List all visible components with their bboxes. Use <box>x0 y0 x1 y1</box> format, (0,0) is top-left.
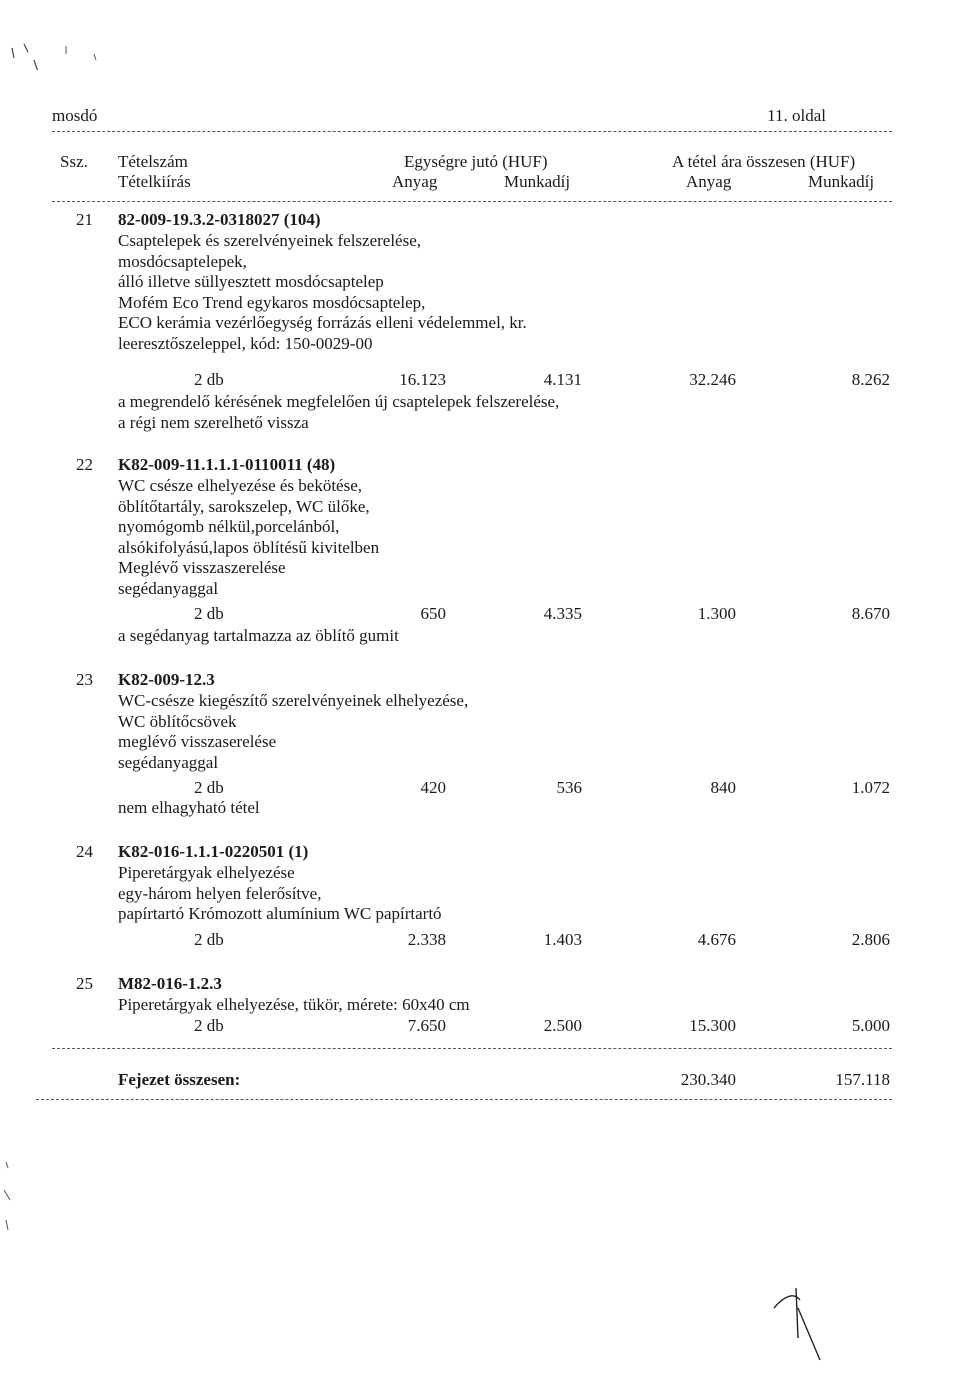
summary-top-divider <box>52 1048 892 1049</box>
note-line: a megrendelő kérésének megfelelően új csaptelepek felszerelése, <box>118 392 560 411</box>
unit-anyag-value: 2.338 <box>407 930 446 949</box>
description-line: öblítőtartály, sarokszelep, WC ülőke, <box>118 496 370 516</box>
description-line: álló illetve süllyesztett mosdócsaptelep <box>118 272 384 291</box>
chapter-total-anyag: 230.340 <box>680 1070 736 1089</box>
description-line: leeresztőszeleppel, kód: 150-0029-00 <box>118 333 373 353</box>
item-description <box>118 863 442 925</box>
description-line: Mofém Eco Trend egykaros mosdócsaptelep, <box>118 292 426 312</box>
item-description <box>118 231 527 354</box>
unit-munkadij-value: 536 <box>556 778 582 797</box>
description-line: Csaptelepek és szerelvényeinek felszerelése, <box>118 231 422 250</box>
description-line: egy-három helyen felerősítve, <box>118 883 322 903</box>
description-line: ECO kerámia vezérlőegység forrázás elleni védelemmel, kr. <box>118 313 527 332</box>
description-line: WC csésze elhelyezése és bekötése, <box>118 476 363 495</box>
column-header-tetelkiiras: Tételkiírás <box>118 172 191 191</box>
item-description <box>118 476 379 599</box>
total-anyag-value: 15.300 <box>689 1016 736 1035</box>
note-line: a segédanyag tartalmazza az öblítő gumit <box>118 626 399 645</box>
description-line: segédanyaggal <box>118 752 219 772</box>
total-munkadij-value: 8.262 <box>851 370 890 389</box>
item-quantity: 2 db <box>194 1016 224 1035</box>
description-line: Piperetárgyak elhelyezése, tükör, mérete: 60x40 cm <box>118 995 470 1014</box>
item-description <box>118 995 470 1016</box>
note-line: nem elhagyható tétel <box>118 798 260 817</box>
unit-munkadij-value: 4.131 <box>543 370 582 389</box>
item-code: K82-009-11.1.1.1-0110011 (48) <box>118 455 336 474</box>
unit-munkadij-value: 1.403 <box>543 930 582 949</box>
item-quantity: 2 db <box>194 778 224 797</box>
item-code: M82-016-1.2.3 <box>118 974 222 993</box>
description-line: papírtartó Krómozott alumínium WC papírtartó <box>118 904 442 923</box>
column-header-unit-munkadij: Munkadíj <box>504 172 571 191</box>
column-header-ssz: Ssz. <box>60 152 88 171</box>
item-description <box>118 691 468 773</box>
unit-anyag-value: 650 <box>420 604 446 623</box>
total-munkadij-value: 1.072 <box>851 778 890 797</box>
description-line: alsókifolyású,lapos öblítésű kivitelben <box>118 537 380 557</box>
unit-anyag-value: 7.650 <box>407 1016 446 1035</box>
chapter-total-munkadij: 157.118 <box>835 1070 890 1089</box>
total-anyag-value: 840 <box>710 778 736 797</box>
unit-munkadij-value: 4.335 <box>543 604 582 623</box>
item-notes <box>118 392 559 433</box>
total-munkadij-value: 5.000 <box>851 1016 890 1035</box>
item-quantity: 2 db <box>194 604 224 623</box>
total-anyag-value: 32.246 <box>689 370 736 389</box>
column-header-total-munkadij: Munkadíj <box>808 172 875 191</box>
scan-mark-left-margin <box>0 1160 20 1270</box>
item-number: 21 <box>76 210 93 229</box>
scan-mark-top-left <box>4 30 104 70</box>
item-quantity: 2 db <box>194 370 224 389</box>
page-number: 11. oldal <box>767 106 826 125</box>
column-header-total-anyag: Anyag <box>686 172 732 191</box>
description-line: mosdócsaptelepek, <box>118 251 247 271</box>
column-header-divider <box>52 201 892 202</box>
total-anyag-value: 1.300 <box>697 604 736 623</box>
unit-anyag-value: 420 <box>420 778 446 797</box>
summary-bottom-divider <box>36 1099 892 1100</box>
item-number: 24 <box>76 842 93 861</box>
description-line: WC-csésze kiegészítő szerelvényeinek elhelyezése, <box>118 691 469 710</box>
description-line: meglévő visszaserelése <box>118 732 277 751</box>
handwritten-mark <box>770 1278 830 1368</box>
description-line: Meglévő visszaszerelése <box>118 558 286 577</box>
description-line: Piperetárgyak elhelyezése <box>118 863 295 882</box>
total-anyag-value: 4.676 <box>697 930 736 949</box>
description-line: nyomógomb nélkül,porcelánból, <box>118 517 340 536</box>
column-header-unit-price: Egységre jutó (HUF) <box>404 152 548 171</box>
description-line: segédanyaggal <box>118 578 219 598</box>
item-code: K82-009-12.3 <box>118 670 215 689</box>
chapter-total-label: Fejezet összesen: <box>118 1070 241 1089</box>
item-quantity: 2 db <box>194 930 224 949</box>
description-line: WC öblítőcsövek <box>118 711 237 731</box>
column-header-tetelszam: Tételszám <box>118 152 188 171</box>
item-code: 82-009-19.3.2-0318027 (104) <box>118 210 321 229</box>
column-header-unit-anyag: Anyag <box>392 172 438 191</box>
header-divider <box>52 131 892 132</box>
total-munkadij-value: 2.806 <box>851 930 890 949</box>
item-number: 22 <box>76 455 93 474</box>
item-code: K82-016-1.1.1-0220501 (1) <box>118 842 309 861</box>
item-number: 25 <box>76 974 93 993</box>
item-notes <box>118 626 399 647</box>
document-title: mosdó <box>52 106 98 125</box>
unit-munkadij-value: 2.500 <box>543 1016 582 1035</box>
column-header-total-price: A tétel ára összesen (HUF) <box>672 152 856 171</box>
note-line: a régi nem szerelhető vissza <box>118 412 309 432</box>
unit-anyag-value: 16.123 <box>399 370 446 389</box>
item-notes <box>118 798 260 819</box>
item-number: 23 <box>76 670 93 689</box>
total-munkadij-value: 8.670 <box>851 604 890 623</box>
